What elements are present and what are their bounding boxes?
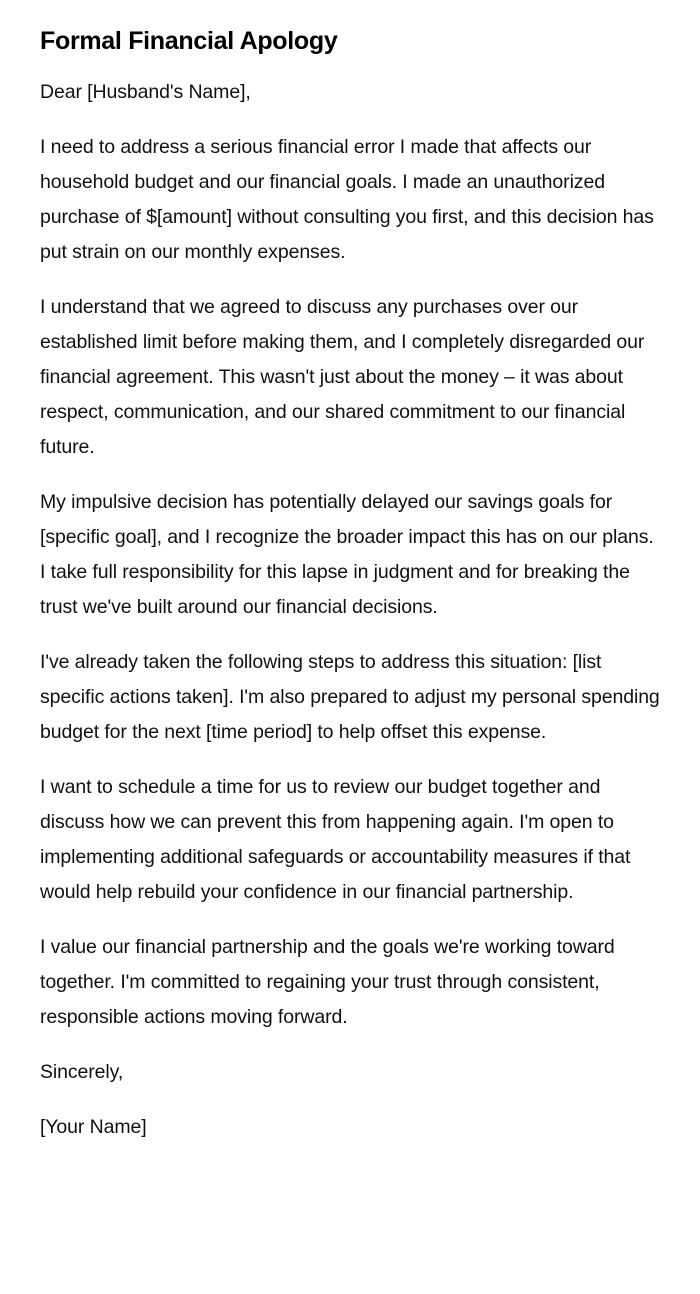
paragraph-3: My impulsive decision has potentially delayed our savings goals for [specific goal], and I recognize the broader impact this has on our plans. I take full responsibility for this lapse in judgment and for breaking the trust we've built around our financial decisions. xyxy=(40,491,654,618)
paragraph-2: I understand that we agreed to discuss any purchases over our established limit before making them, and I completely disregarded our financial agreement. This wasn't just about the money – it was about respect, communication, and our shared commitment to our financial future. xyxy=(40,296,645,458)
closing: Sincerely, xyxy=(40,1061,124,1083)
signature: [Your Name] xyxy=(40,1116,147,1138)
paragraph-5: I want to schedule a time for us to review our budget together and discuss how we can prevent this from happening again. I'm open to implementing additional safeguards or accountability measures if that would help rebuild your confidence in our financial partnership. xyxy=(40,776,631,903)
page-title: Formal Financial Apology xyxy=(40,27,338,55)
paragraph-1: I need to address a serious financial error I made that affects our household budget and our financial goals. I made an unauthorized purchase of $[amount] without consulting you first, and this decision has put strain on our monthly expenses. xyxy=(40,136,654,263)
salutation: Dear [Husband's Name], xyxy=(40,81,251,103)
paragraph-6: I value our financial partnership and the goals we're working toward together. I'm committed to regaining your trust through consistent, responsible actions moving forward. xyxy=(40,936,615,1028)
paragraph-4: I've already taken the following steps to address this situation: [list specific actions taken]. I'm also prepared to adjust my personal spending budget for the next [time period] to help offset this expense. xyxy=(40,651,660,743)
